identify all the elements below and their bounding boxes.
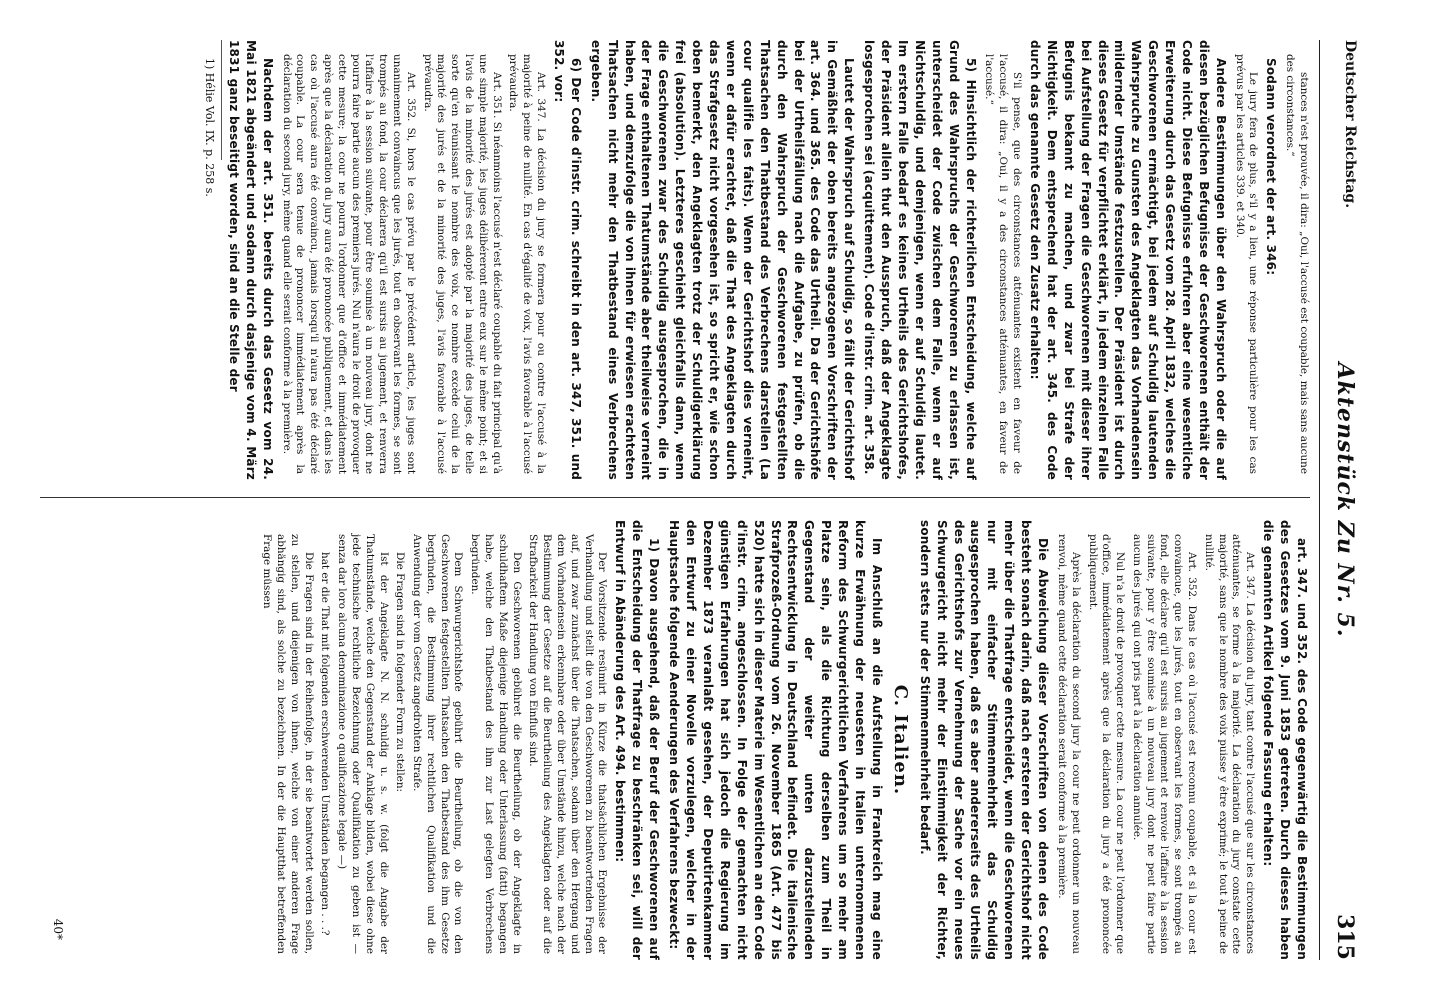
paragraph: Sodann verordnet der art. 346: <box>1264 58 1279 276</box>
header-center: Aktenstück Zu Nr. 5. <box>1332 362 1358 638</box>
section-heading: C. Italien. <box>889 684 911 796</box>
quoted-text: Art. 352. Si, hors le cas prévu par le précédent article, les juges sont unanimement convaincus que les jurés, tout en observant les formes, se sont trompés au fond, la cour déclarera qu'il est sursis au jugement, et renverra l'affaire à la session suivante, pour être soumise à un nouveau jury, dont ne pourra faire partie aucun des premiers jurés. Nul n'aura le droit de provoquer cette mesure; la cour ne pourra l'ordonner que d'office et immédiatement après que la déclaration du jury aura été prononcée publiquement, et dans les cas où l'accusé aura été convaincu, jamais lorsqu'il n'aura pas été déclaré coupable. La cour sera tenue de prononcer immédiatement après la déclaration du second jury, même quand elle serait conforme à la première. <box>280 54 417 474</box>
paragraph: Die Abweichung dieser Vorschriften von denen des Code besteht sonach darin, daß nach ersteren der Gerichtshof nicht mehr über die Thatfrage entscheidet, wenn die Geschworenen nur mit einfacher Stimmenmehrheit das Schuldig ausgesprochen haben, daß es aber andererseits des Urtheils des Gerichtshofs zur Vernehmung der Sache vor ein neues Schwurgericht nicht mehr der Einstimmigkeit der Richter, sondern stets nur der Stimmenmehrheit bedarf. <box>917 520 1051 960</box>
header-left: Deutscher Reichstag. <box>1342 40 1358 209</box>
paragraph: 1) Davon ausgehend, daß der Beruf der Geschworenen auf die Entscheidung der Thatfrage zu beschränken sei, will der Entwurf in Abänderung des Art. 494. bestimmen: <box>613 520 662 960</box>
signature-mark: 40* <box>51 918 65 940</box>
left-column <box>30 40 1310 480</box>
header-rule <box>1319 40 1320 960</box>
paragraph: Nachdem der art. 351. bereits durch das Gesetz vom 24. Mai 1821 abgeändert und sodann durch dasjenige vom 4. März 1831 ganz beseitigt worden, sind an die Stelle der <box>227 40 275 480</box>
paragraph: art. 347. und 352. des Code gegenwärtig die Bestimmungen des Gesetzes vom 9. Juni 1853 getreten. Durch dieses haben die genannten Artikel folgende Fassung erhalten: <box>1261 520 1309 960</box>
column-divider <box>40 497 1310 498</box>
footnote <box>200 40 222 197</box>
quoted-text: Der Vorsitzende resümirt in Kürze die thatsächlichen Ergebnisse der Verhandlung und stellt die von den Geschworenen zu beantwortenden Fragen auf, und zwar zunächst über die Thatsachen, sodann über den Hergang und dem Vorhandensein erkennbare oder über Umstände hinzu, welche nach der Bestimmung der Gesetze auf die Beurtheilung des Angeklagten oder auf die Strafbarkeit der Handlung von Einfluß sind. <box>527 534 609 954</box>
quoted-text: Art. 347. La décision du jury se formera pour ou contre l'accusé à la majorité à peine de nullité. En cas d'égalité de voix, l'avis favorable à l'accusé prévaudra. <box>507 54 547 474</box>
page-header <box>1322 40 1358 960</box>
quoted-text: Dem Schwurgerichtshofe gebührt die Beurtheilung, ob die von den Geschworenen festgestellten Thatsachen den Thatbestand des ihm Gesetze begründen, die Bestimmung ihrer rechtlichen Qualifikation und die Anwendung der vom Gesetz angedrohten Strafe. <box>411 534 465 954</box>
quoted-text: Le jury fera de plus, s'il y a lieu, une réponse particulière pour les cas prévus par les articles 339. et 340. <box>1233 54 1260 474</box>
quoted-text: Den Geschworenen gebühret die Beurtheilung, ob der Angeklagte in schuldhaftem Maße diejenige Handlung oder Unterlassung (fatti) begangen habe, welche den Thatbestand des ihm zur Last gelegten Verbrechens begründen. <box>469 534 523 954</box>
quoted-text: Die Fragen sind in folgender Form zu stellen: <box>394 552 407 793</box>
paragraph: Im Anschluß an die Aufstellung in Frankreich mag eine kurze Erwähnung der neuesten in Italien unternommenen Reform des Schwurgerichtlichen Verfahrens um so mehr am Platze sein, als die Richtung derselben zum Theil in Gegenstand der weiter unten darzustellenden Rechtsentwicklung in Deutschland befindet. Die italienische Strafprozeß-Ordnung vom 26. November 1865 (Art. 477 bis 520) hatte sich in dieser Materie im Wesentlichen an den Code d'instr. crim. angeschlossen. In Folge der gemachten nicht günstigen Erfahrungen hat sich jedoch die Regierung im Dezember 1873 veranlaßt gesehen, der Deputirtenkammer den Entwurf zu einer Novelle vorzulegen, welcher in der Hauptsache folgende Aenderungen des Verfahrens bezweckt: <box>667 520 884 960</box>
paragraph: Andere Bestimmungen über den Wahrspruch oder die auf diesen bezüglichen Befugnisse der Geschworenen enthält der Code nicht. Diese Befugnisse erfuhren aber eine wesentliche Erweiterung durch das Gesetz vom 28. April 1832, welches die Geschworenen ermächtigt, bei jedem auf Schuldig lautenden Wahrspruche zu Gunsten des Angeklagten das Vorhandensein mildernder Umstände festzustellen. Der Präsident ist durch dieses Gesetz für verpflichtet erklärt, in jedem einzelnen Falle bei Aufstellung der Fragen die Geschworenen mit dieser ihrer Befugnis bekannt zu machen, und zwar bei Strafe der Nichtigkeit. Dem entsprechend hat der art. 345. des Code durch das genannte Gesetz den Zusatz erhalten: <box>1027 40 1228 480</box>
quoted-text: Die Fragen sind in der Reihenfolge, in der sie beantwortet werden sollen, zu stellen, und diejenigen von ihnen, welche von einer anderen Frage abhängig sind, als solche zu bezeichnen. In der die Hauptthat betreffenden Frage müssen <box>261 534 315 954</box>
quoted-text: Ist der Angeklagte N. N. schuldig u. s. w. (folgt die Angabe der Thatumstände, welche den Gegenstand der Anklage bilden, wobei diese ohne jede technische rechtliche Bezeichnung oder Qualifikation zu geben ist — senza dar loro alcuna denominazione o qualificazione legale —) <box>336 534 390 954</box>
quoted-text: stances n'est prouvée, il dira: „Oui, l'accusé est coupable, mais sans aucune des circonstances.“ <box>1284 54 1310 474</box>
paragraph: 6) Der Code d'instr. crim. schreibt in den art. 347, 351. und 352. vor: <box>551 40 583 480</box>
quoted-text: S'il pense, que des circonstances atténuantes existent en faveur de l'accusé, il dira: „Oui, il y a des circonstances atténuantes, en faveur de l'accusé.“ <box>983 54 1024 474</box>
quoted-text: Art. 352. Dans le cas où l'accusé est reconnu coupable, et si la cour est convaincue, que les jurés, tout en observant les formes, se sont trompés au fond, elle déclare qu'il est sursis au jugement et renvoie l'affaire à la session suivante, pour y être soumise à un nouveau jury dont ne peut faire partie aucun des jurés qui ont pris part à la déclaration annulée. <box>1130 534 1199 954</box>
right-column <box>30 520 1310 960</box>
footnote-line: 1) Hélie Vol. IX. p. 258 s. <box>203 58 217 197</box>
paragraph: 5) Hinsichtlich der richterlichen Entscheidung, welche auf Grund des Wahrspruchs der Geschworenen zu erlassen ist, unterscheidet der Code zwischen dem Falle, wenn er auf Nichtschuldig, und demjenigen, wenn er auf Schuldig lautet. Im erstern Falle bedarf es keines Urtheils des Gerichtshofes, der Präsident allein thut den Ausspruch, daß der Angeklagte losgesprochen sei (acquittement). Code d'instr. crim. art. 358. <box>862 40 978 480</box>
quoted-text: Après la déclaration du second jury la cour ne peut ordonner un nouveau renvoi, même quand cette déclaration serait conforme à la première. <box>1055 534 1082 954</box>
page-number: 315 <box>1332 914 1358 960</box>
quoted-text: Nul n'a le droit de provoquer cette mesure. La cour ne peut l'ordonner que d'office, immédiatement après que la déclaration du jury a été prononcée publiquement. <box>1086 534 1127 954</box>
quoted-text: Art. 351. Si néanmoins l'accusé n'est déclaré coupable du fait principal qu'à une simple majorité, les juges délibéreront entre eux sur le même point; et si l'avis de la minorité des jurés est adopté par la majorité des juges, de telle sorte qu'en réunissant le nombre des voix, ce nombre excède celui de la majorité des jurés et de la minorité des juges, l'avis favorable à l'accusé prévaudra. <box>421 54 503 474</box>
quoted-text: hat er die That mit folgenden erschwerenden Umständen begangen . . .? <box>319 552 332 936</box>
quoted-text: Art. 347. La décision du jury, tant contre l'accusé que sur les circonstances atténuantes, se forme à la majorité. La déclaration du jury constate cette majorité, sans que le nombre des voix puisse y être exprimé; le tout à peine de nullité. <box>1202 534 1257 954</box>
paragraph: Lautet der Wahrspruch auf Schuldig, so fällt der Gerichtshof in Gemäßheit der oben bereits angezogenen Vorschriften der art. 364. und 365. des Code das Urtheil. Da der Gerichtshöfe bei der Urtheilsfällung nach die Aufgabe, zu prüfen, ob die durch den Wahrspruch der Geschworenen festgestellten Thatsachen den Thatbestand des Verbrechens darstellen (La cour qualifie les faits). Wenn der Gerichtshof dies verneint, wenn er dafür erachtet, daß die That des Angeklagten durch das Strafgesetz nicht vorgesehen ist, so spricht er, wie schon oben bemerkt, den Angeklagten trotz der Schuldigerklärung frei (absolution). Letzteres geschieht gleichfalls dann, wenn die Geschworenen zwar des Schuldig ausgesprochen, die in der Frage enthaltenen Thatumstände aber theilweise verneint haben, und demzufolge die von ihnen für erwiesen erachteten Thatsachen nicht mehr den Thatbestand eines Verbrechens ergeben. <box>588 40 857 480</box>
